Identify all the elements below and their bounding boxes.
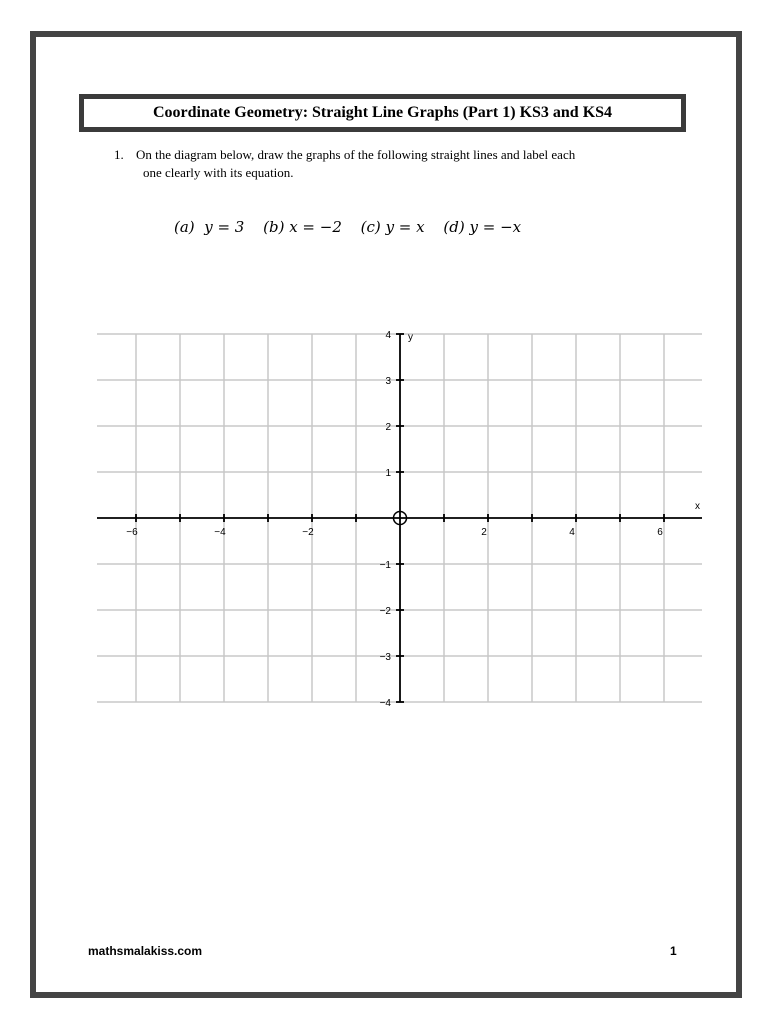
y-tick-label: 1 xyxy=(385,468,391,479)
footer-page-number: 1 xyxy=(670,944,677,958)
equation-c-text: y = x xyxy=(385,218,425,236)
y-tick-label: −4 xyxy=(379,698,391,709)
question-text-line-1: On the diagram below, draw the graphs of the following straight lines and label each xyxy=(136,147,576,162)
footer-site-name: mathsmalakiss.com xyxy=(88,944,203,958)
x-tick-label: 2 xyxy=(481,527,487,538)
equation-b-text: x = −2 xyxy=(289,218,342,236)
question-text-line-2: one clearly with its equation. xyxy=(143,165,294,180)
x-tick-label: −4 xyxy=(214,527,226,538)
x-tick-label: −6 xyxy=(126,527,138,538)
y-tick-label: 2 xyxy=(385,422,391,433)
question-number: 1. xyxy=(114,147,124,162)
equation-a-text: y = 3 xyxy=(204,218,245,236)
equation-d-text: y = −x xyxy=(469,218,522,236)
y-tick-label: 3 xyxy=(385,376,391,387)
equation-c-label: (c) xyxy=(360,218,381,236)
equation-a-label: (a) xyxy=(174,218,195,236)
equation-b-label: (b) xyxy=(263,218,285,236)
y-tick-label: −3 xyxy=(379,652,391,663)
x-tick-label: 6 xyxy=(657,527,663,538)
x-tick-label: −2 xyxy=(302,527,314,538)
x-axis-label: x xyxy=(695,501,700,512)
y-axis-label: y xyxy=(408,332,413,343)
equation-d-label: (d) xyxy=(443,218,465,236)
y-tick-label: −2 xyxy=(379,606,391,617)
y-tick-label: 4 xyxy=(385,330,391,341)
y-tick-label: −1 xyxy=(379,560,391,571)
page-title: Coordinate Geometry: Straight Line Graphs (Part 1) KS3 and KS4 xyxy=(79,94,686,132)
x-tick-label: 4 xyxy=(569,527,575,538)
